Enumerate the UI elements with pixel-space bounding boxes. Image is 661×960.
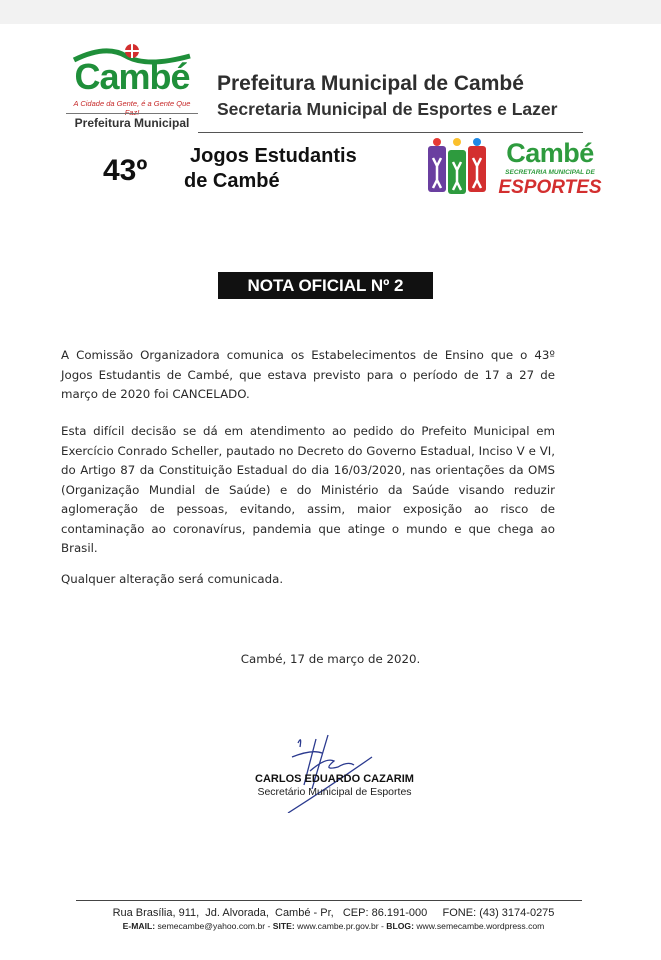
body-paragraph-1: A Comissão Organizadora comunica os Estabelecimentos de Ensino que o 43º Jogos Estudantis de Cambé, que estava previsto para o período de 17 a 27 de março de 2020 foi CANCELADO. [61, 348, 555, 401]
event-number: 43º [103, 154, 148, 187]
sports-logo-esportes: ESPORTES [498, 177, 602, 198]
header-divider [198, 132, 583, 133]
event-name-line1: Jogos Estudantis [190, 145, 357, 167]
event-name-line2: de Cambé [184, 170, 280, 192]
footer-separator: - [381, 921, 387, 931]
site-link[interactable]: www.cambe.pr.gov.br [297, 921, 379, 931]
footer-divider [76, 900, 582, 901]
footer-address: Rua Brasília, 911, Jd. Alvorada, Cambé - Pr, CEP: 86.191-000 FONE: (43) 3174-0275 [112, 907, 555, 919]
blog-label: BLOG: [386, 921, 414, 931]
sports-secretariat-logo [424, 136, 611, 198]
body-paragraph-3: Qualquer alteração será comunicada. [61, 572, 284, 586]
cambe-logo-label: Prefeitura Municipal [66, 113, 198, 130]
date-line: Cambé, 17 de março de 2020. [240, 652, 421, 666]
cambe-logo-tagline: A Cidade da Gente, é a Gente Que Faz! [73, 99, 191, 117]
document-page [0, 24, 661, 960]
cambe-logo [66, 42, 198, 134]
handwritten-signature [282, 731, 382, 813]
org-title: Prefeitura Municipal de Cambé [217, 72, 524, 95]
email-label: E-MAIL: [122, 921, 156, 931]
org-subtitle: Secretaria Municipal de Esportes e Lazer [217, 99, 558, 119]
signatory-role: Secretário Municipal de Esportes [257, 786, 412, 798]
blog-link[interactable]: www.semecambe.wordpress.com [416, 921, 545, 931]
note-title: NOTA OFICIAL Nº 2 [218, 272, 433, 299]
cambe-logo-word: Cambé [74, 56, 190, 97]
footer-separator: - [267, 921, 273, 931]
email-link[interactable]: semecambe@yahoo.com.br [157, 921, 266, 931]
sports-logo-secretaria: SECRETARIA MUNICIPAL DE [505, 169, 595, 176]
footer-contacts [0, 921, 661, 931]
body-paragraph-2: Esta difícil decisão se dá em atendimento ao pedido do Prefeito Municipal em Exercício Conrado Scheller, pautado no Decreto do Governo Estadual, Inciso V e VI, do Artigo 87 da Constituição Estadual do dia 16/03/2020, nas orientações da OMS (Organização Mundial de Saúde) e do Ministério da Saúde visando reduzir aglomeração de pessoas, evitando, assim, maior exposição ao risco de contaminação ao coronavírus, pandemia que atinge o mundo e que chega ao Brasil. [61, 424, 555, 555]
signatory-name: CARLOS EDUARDO CAZARIM [255, 773, 414, 785]
sports-logo-word: Cambé [506, 138, 594, 168]
athletes-emblem-icon [424, 136, 490, 198]
site-label: SITE: [272, 921, 295, 931]
